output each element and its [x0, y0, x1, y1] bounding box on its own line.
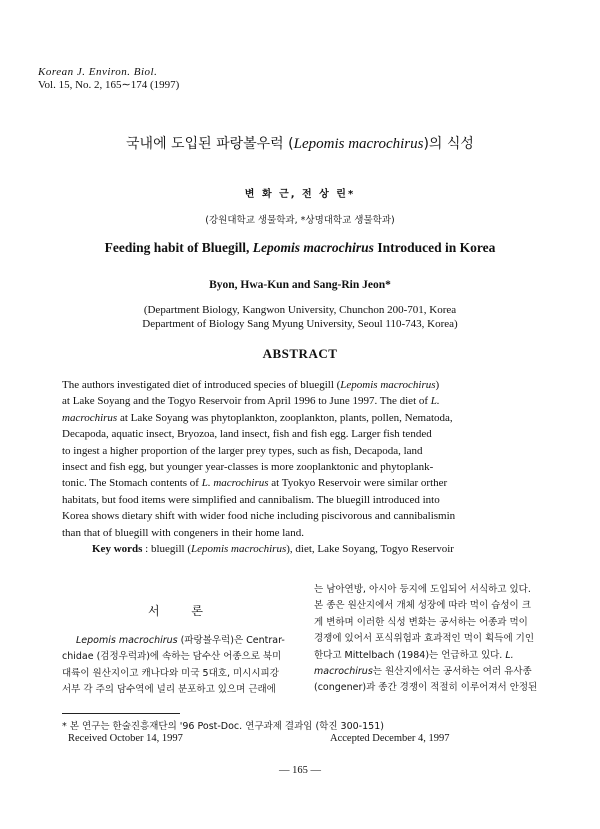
- intro-line: (congener)과 종간 경쟁이 적절히 이루어져서 안정된: [314, 682, 538, 694]
- species-name: L.: [505, 649, 514, 661]
- abstract-line: Korea shows dietary shift with wider food niche including piscivorous and cannibalismin: [62, 510, 456, 523]
- abstract-line: tonic. The Stomach contents of L. macrochirus at Tyokyo Reservoir were similar orther: [62, 477, 448, 490]
- accepted-date: Accepted December 4, 1997: [330, 733, 450, 744]
- abstract-heading: ABSTRACT: [262, 346, 338, 361]
- footnote-divider: [62, 713, 180, 714]
- korean-authors: 변 화 근, 전 상 린*: [244, 189, 356, 200]
- keywords: [92, 543, 454, 555]
- keywords-separator: :: [142, 543, 151, 555]
- english-title: [0, 240, 600, 256]
- species-name: Lepomis macrochirus: [340, 379, 436, 391]
- keywords-after: ), diet, Lake Soyang, Togyo Reservoir: [286, 543, 454, 555]
- introduction-heading: 서 론: [148, 604, 217, 618]
- intro-line: 한다고 Mittelbach (1984)는 언급하고 있다. L.: [314, 649, 514, 661]
- english-title-before: Feeding habit of Bluegill,: [104, 240, 253, 255]
- journal-volume: Vol. 15, No. 2, 165∼174 (1997): [38, 79, 180, 91]
- species-name: L.: [430, 395, 440, 408]
- abstract-line: insect and fish egg, but younger year-classes is more zooplanktonic and phytoplank-: [62, 461, 434, 474]
- keywords-species: Lepomis macrochirus: [191, 543, 287, 555]
- intro-line: 는 남아연방, 아시아 등지에 도입되어 서식하고 있다.: [314, 584, 531, 595]
- affiliation-line: Department of Biology Sang Myung University, Seoul 110-743, Korea): [142, 318, 458, 330]
- species-name: L.: [201, 477, 211, 490]
- affiliation-line: (Department Biology, Kangwon University, Chunchon 200-701, Korea: [143, 304, 457, 316]
- journal-citation: [38, 66, 179, 92]
- english-title-after: Introduced in Korea: [373, 240, 496, 255]
- intro-line: macrochirus는 원산지에서는 공서하는 여러 유사종: [314, 666, 532, 678]
- english-authors: Byon, Hwa-Kun and Sang-Rin Jeon*: [209, 279, 391, 291]
- abstract-line: Decapoda, aquatic insect, Bryozoa, land insect, fish and fish egg. Larger fish tended: [62, 428, 432, 441]
- abstract-line: macrochirus at Lake Soyang was phytoplankton, zooplankton, plants, pollen, Nematoda,: [62, 411, 453, 424]
- intro-line: 대륙이 원산지이고 캐나다와 미국 5대호, 미시시피강: [62, 667, 279, 679]
- intro-line: Lepomis macrochirus (파랑볼우럭)은 Centrar-: [76, 635, 285, 646]
- intro-line: 본 종은 원산지에서 개체 성장에 따라 먹이 습성이 크: [314, 600, 531, 612]
- species-name: macrochirus: [314, 666, 373, 678]
- english-affiliation: [0, 303, 600, 331]
- intro-left-column: [62, 633, 294, 699]
- korean-affiliation: (강원대학교 생물학과, *상명대학교 생물학과): [205, 215, 395, 226]
- intro-line: 경쟁에 있어서 포식위험과 효과적인 먹이 획득에 기인: [314, 633, 535, 645]
- species-name: macrochirus: [213, 477, 269, 490]
- intro-line: chidae (검정우럭과)에 속하는 담수산 어종으로 북미: [62, 651, 282, 663]
- species-name: Lepomis macrochirus: [76, 635, 178, 646]
- english-title-species: Lepomis macrochirus: [252, 240, 374, 255]
- korean-title-species: Lepomis macrochirus: [293, 136, 424, 152]
- abstract-line: than that of bluegill with congeners in their home land.: [62, 526, 304, 539]
- keywords-label: Key words: [92, 543, 143, 555]
- keywords-before: bluegill (: [150, 543, 192, 555]
- abstract-line: The authors investigated diet of introduced species of bluegill (Lepomis macrochirus): [62, 379, 440, 391]
- received-date: Received October 14, 1997: [68, 733, 183, 744]
- abstract-line: habitats, but food items were simplified and cannibalism. The bluegill introduced into: [62, 493, 440, 506]
- korean-title: [0, 133, 600, 153]
- intro-line: 게 변하며 이러한 식성 변화는 공서하는 어종과 먹이: [314, 616, 528, 628]
- species-name: macrochirus: [62, 411, 118, 424]
- intro-line: 서부 각 주의 담수역에 널리 분포하고 있으며 근래에: [62, 684, 276, 696]
- abstract-line: to ingest a higher proportion of the larger prey types, such as fish, Decapoda, land: [62, 444, 423, 457]
- funding-footnote: * 본 연구는 한술진흥재단의 '96 Post-Doc. 연구과제 결과임 (학진 300-151): [62, 721, 384, 732]
- korean-title-after: )의 식성: [423, 136, 474, 152]
- korean-title-before: 국내에 도입된 파랑볼우럭 (: [126, 136, 294, 152]
- abstract-line: at Lake Soyang and the Togyo Reservoir from April 1996 to June 1997. The diet of L.: [62, 395, 440, 408]
- intro-right-column: [314, 582, 566, 697]
- abstract-body: [62, 377, 524, 541]
- journal-name: Korean J. Environ. Biol.: [38, 66, 158, 78]
- page-number: — 165 —: [279, 765, 321, 776]
